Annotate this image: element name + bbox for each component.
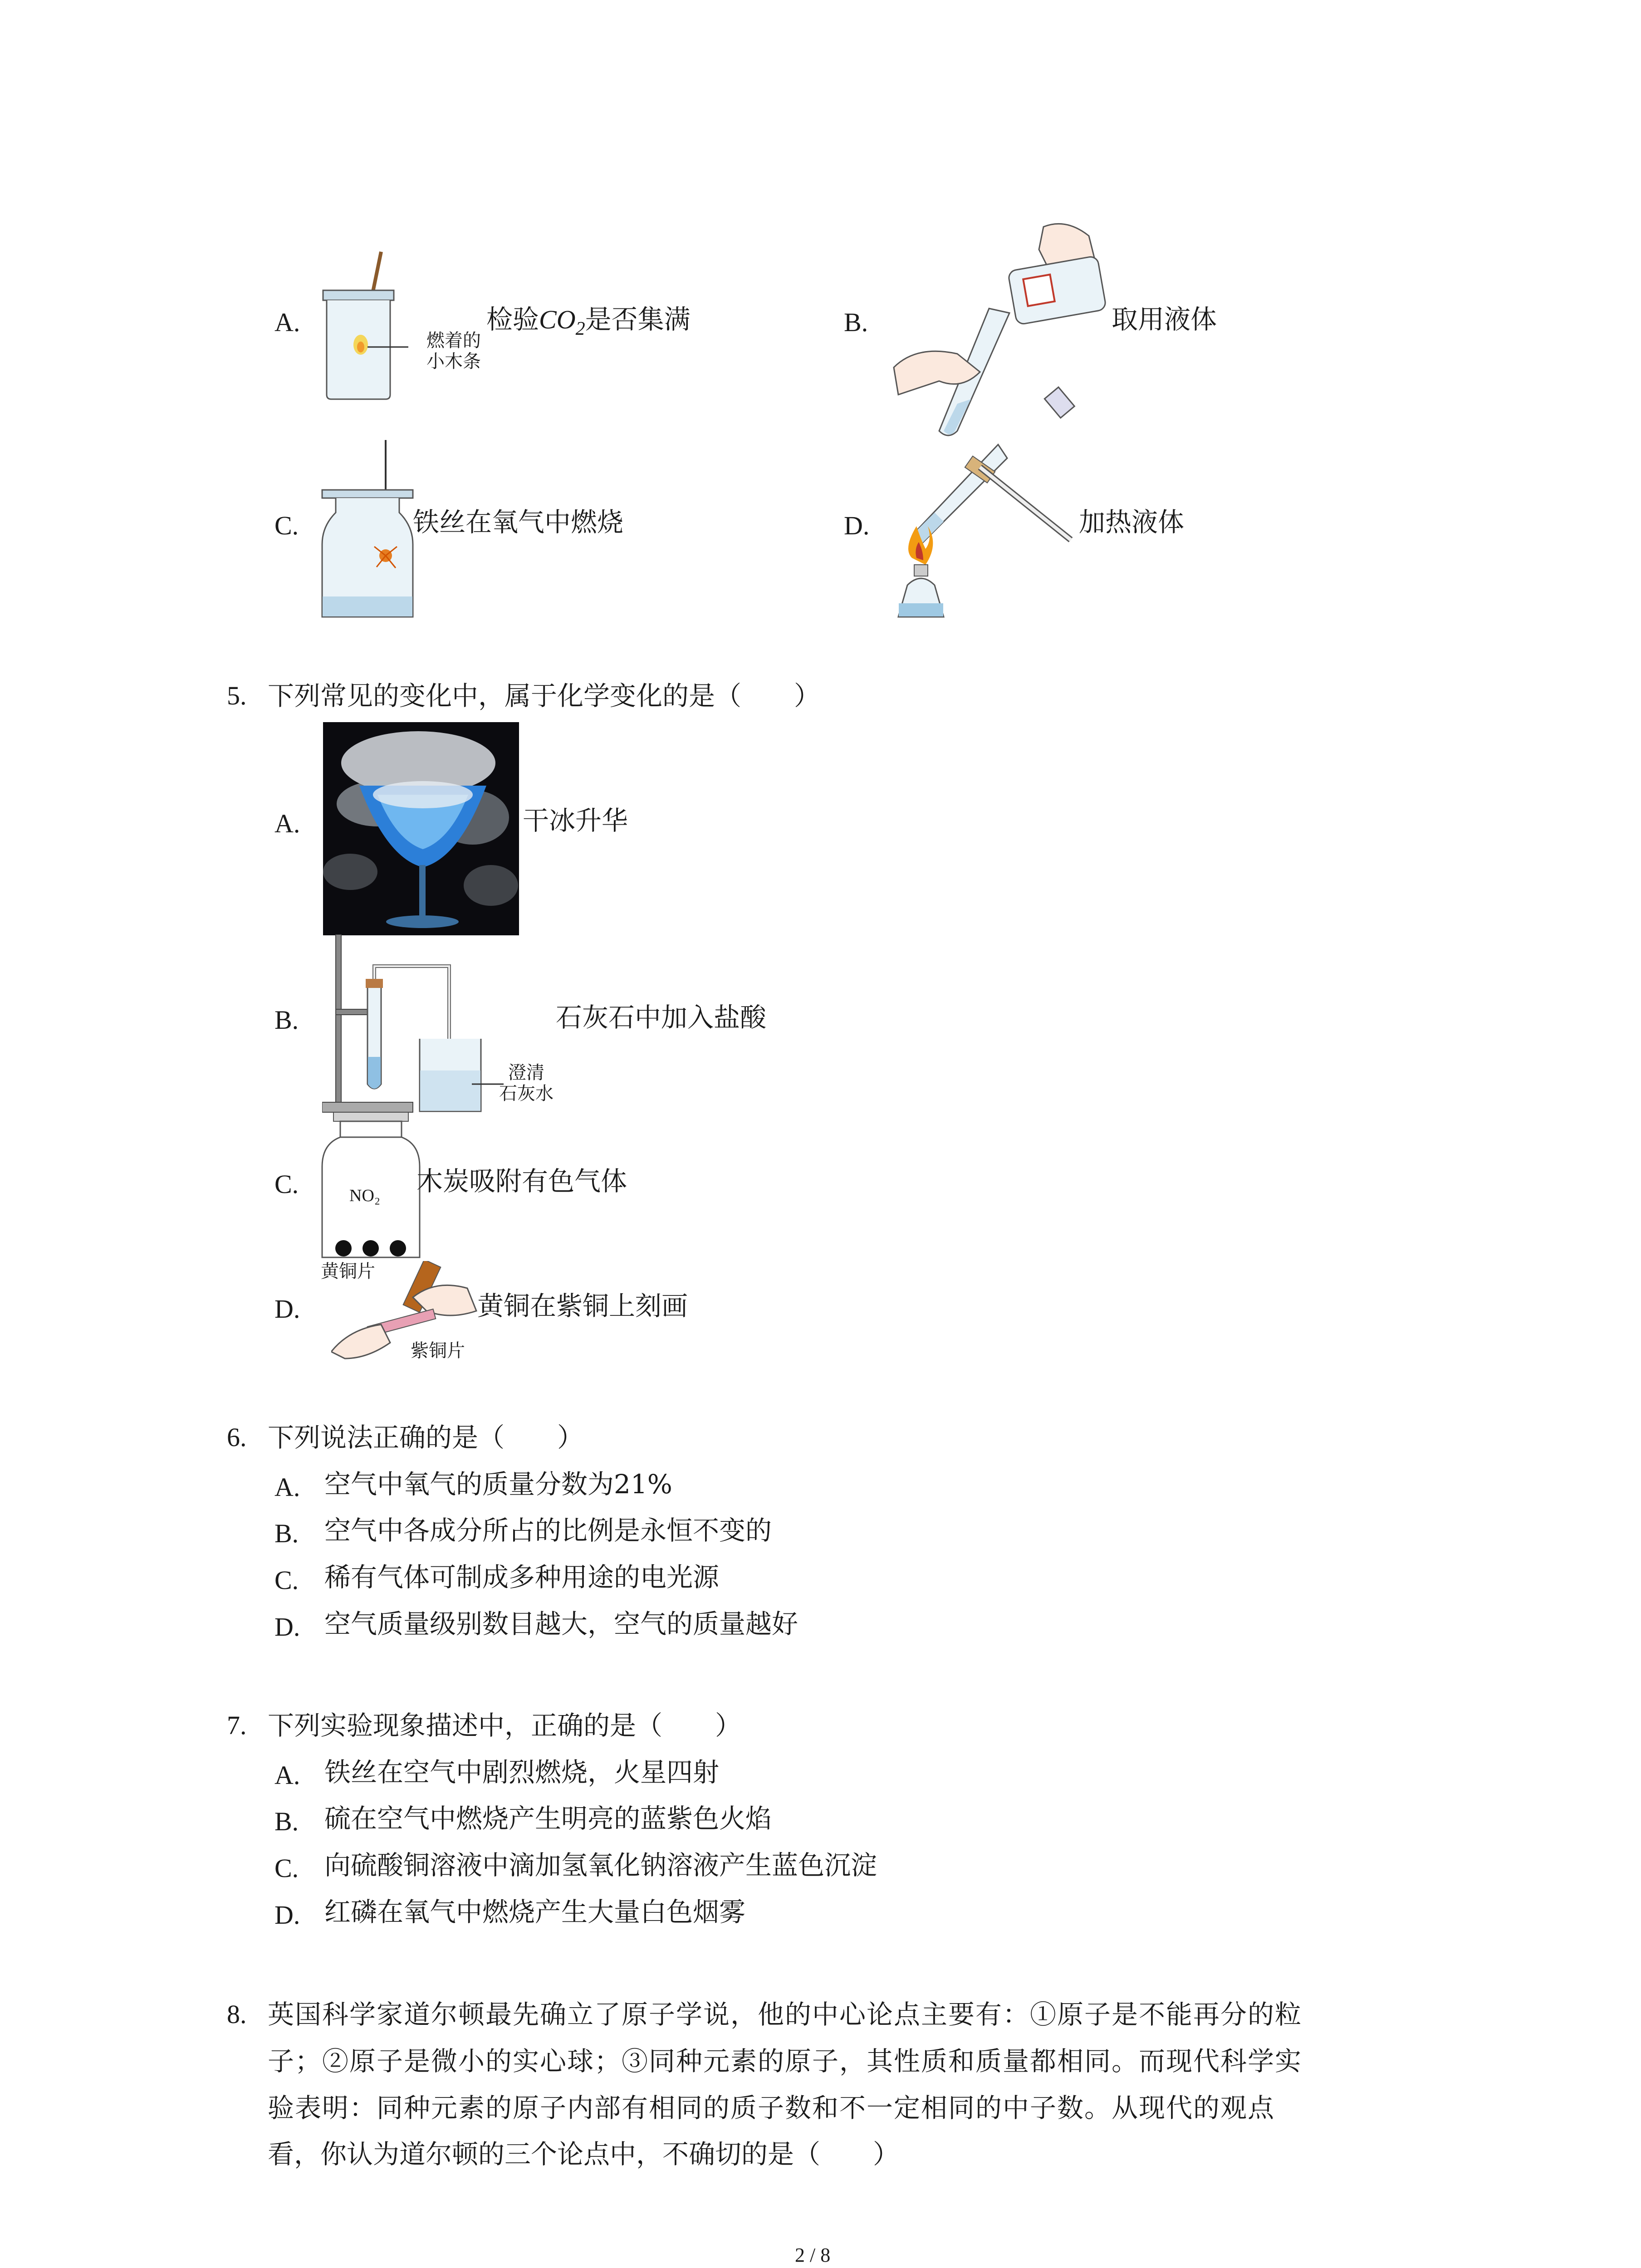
q5-option-d-text: 黄铜在紫铜上刻画 (477, 1290, 688, 1321)
q7-option-a-letter: A. (274, 1760, 300, 1790)
q5-option-d-letter: D. (274, 1294, 300, 1324)
q5-option-b-letter: B. (274, 1005, 299, 1035)
q8-line-2: 子；②原子是微小的实心球；③同种元素的原子，其性质和质量都相同。而现代科学实 (268, 2046, 1303, 2077)
q8-line-3: 验表明：同种元素的原子内部有相同的质子数和不一定相同的中子数。从现代的观点 (268, 2092, 1275, 2123)
q6-option-b-letter: B. (274, 1519, 299, 1548)
q4-option-c-text: 铁丝在氧气中燃烧 (413, 507, 624, 538)
q6-option-d-letter: D. (274, 1612, 300, 1642)
q4-option-b-text: 取用液体 (1112, 304, 1217, 335)
q5-option-b-text: 石灰石中加入盐酸 (556, 1002, 767, 1033)
q4-option-c-letter: C. (274, 511, 299, 540)
q5-b-caption: 澄清 石灰水 (499, 1062, 554, 1104)
q7-option-b-letter: B. (274, 1807, 299, 1836)
q7-option-c-text: 向硫酸铜溶液中滴加氢氧化钠溶液产生蓝色沉淀 (324, 1850, 877, 1881)
q5-number: 5. (227, 681, 247, 710)
q5-a-dry-ice-photo (323, 722, 519, 935)
q4-a-caption: 燃着的 小木条 (426, 330, 481, 372)
q4-option-a-letter: A. (274, 308, 300, 337)
q5-c-bottle-label: NO₂ (349, 1186, 381, 1205)
q8-number: 8. (227, 1999, 247, 2029)
q6-option-d-text: 空气质量级别数目越大，空气的质量越好 (324, 1608, 798, 1639)
q7-stem: 下列实验现象描述中，正确的是（ ） (268, 1710, 742, 1741)
q4-b-pour-liquid-figure (889, 218, 1116, 440)
q5-stem: 下列常见的变化中，属于化学变化的是（ ） (268, 680, 821, 711)
q7-option-a-text: 铁丝在空气中剧烈燃烧，火星四射 (324, 1757, 720, 1788)
q5-option-c-text: 木炭吸附有色气体 (416, 1166, 627, 1197)
q7-option-c-letter: C. (274, 1853, 299, 1883)
q4-option-d-letter: D. (844, 511, 870, 540)
q8-line-1: 英国科学家道尔顿最先确立了原子学说，他的中心论点主要有：①原子是不能再分的粒 (268, 1999, 1303, 2030)
q6-option-c-text: 稀有气体可制成多种用途的电光源 (324, 1562, 720, 1593)
q4-a-gas-jar-figure (318, 249, 408, 404)
q5-option-a-text: 干冰升华 (523, 805, 628, 836)
q6-option-c-letter: C. (274, 1565, 299, 1595)
q4-option-b-letter: B. (844, 308, 868, 337)
q5-option-c-letter: C. (274, 1169, 299, 1199)
q7-option-d-text: 红磷在氧气中燃烧产生大量白色烟雾 (324, 1897, 746, 1927)
q6-option-a-letter: A. (274, 1472, 300, 1502)
q6-option-b-text: 空气中各成分所占的比例是永恒不变的 (324, 1515, 772, 1546)
q4-c-iron-burning-figure (318, 440, 422, 621)
q5-option-a-letter: A. (274, 809, 300, 838)
q4-d-heating-liquid-figure (889, 435, 1080, 621)
q4-option-a-text: 检验$CO_2$是否集满 (486, 304, 691, 339)
q6-option-a-text: 空气中氧气的质量分数为21% (324, 1469, 672, 1500)
page-number: 2 / 8 (795, 2244, 831, 2266)
q6-stem: 下列说法正确的是（ ） (268, 1422, 584, 1453)
q5-b-apparatus-figure (322, 934, 513, 1116)
q5-d-caption-top: 黄铜片 (321, 1261, 375, 1282)
q7-number: 7. (227, 1711, 247, 1740)
q4-option-d-text: 加热液体 (1079, 507, 1185, 538)
q5-d-caption-bottom: 紫铜片 (411, 1340, 465, 1361)
q7-option-d-letter: D. (274, 1900, 300, 1930)
q7-option-b-text: 硫在空气中燃烧产生明亮的蓝紫色火焰 (324, 1803, 772, 1834)
q6-number: 6. (227, 1422, 247, 1452)
q8-line-4: 看，你认为道尔顿的三个论点中，不确切的是（ ） (268, 2139, 900, 2170)
